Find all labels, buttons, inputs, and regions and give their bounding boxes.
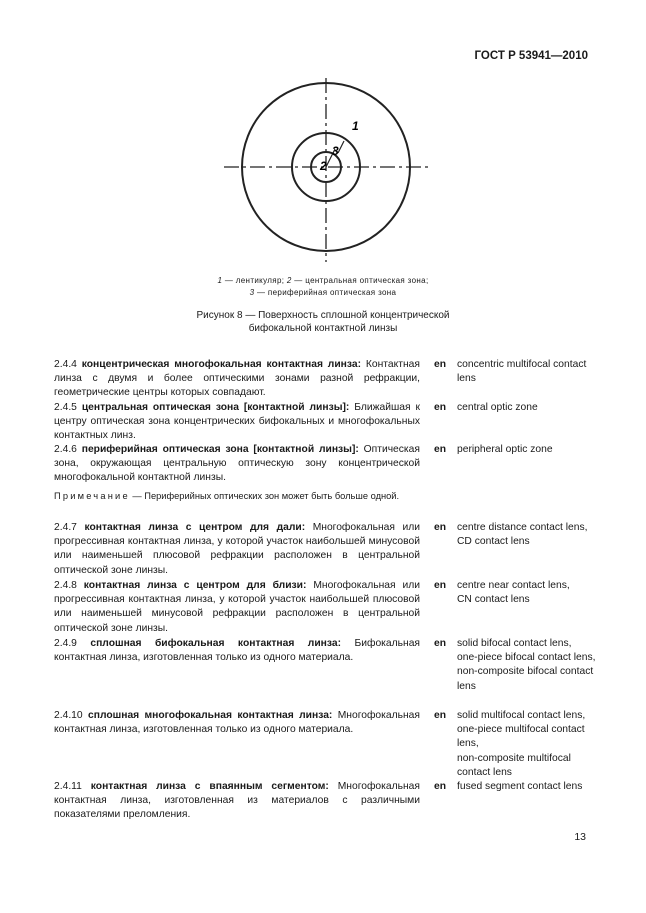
standard-number: ГОСТ Р 53941—2010 — [474, 50, 588, 62]
figure-label-2: 2 — [320, 159, 327, 173]
note: Примечание — Периферийных оптических зон может быть больше одной. — [54, 491, 400, 501]
figure-label-3: 3 — [332, 144, 339, 158]
figure-label-1: 1 — [352, 119, 359, 133]
page-number: 13 — [574, 831, 586, 843]
figure-caption: Рисунок 8 — Поверхность сплошной концентрической бифокальной контактной линзы — [196, 310, 450, 334]
figure-legend: 1 — лентикуляр; 2 — центральная оптическая зона; 3 — периферийная оптическая зона — [217, 276, 429, 297]
label-3-leader — [338, 141, 344, 153]
concentric-lens-figure — [222, 78, 430, 286]
